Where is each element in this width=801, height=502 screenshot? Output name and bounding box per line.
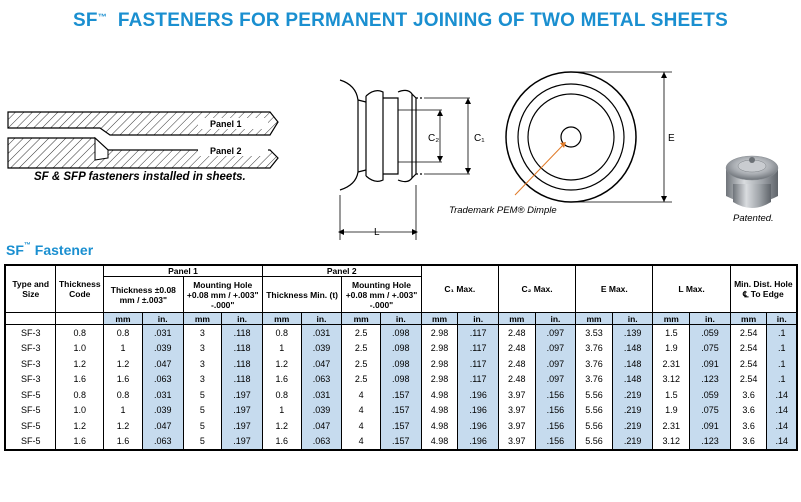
page-title: SF™ FASTENERS FOR PERMANENT JOINING OF TWO METAL SHEETS bbox=[73, 10, 728, 31]
unit-mm: mm bbox=[342, 313, 381, 325]
table-cell: 3.6 bbox=[730, 403, 767, 419]
table-cell: 5.56 bbox=[576, 434, 613, 451]
col-edge: Min. Dist. Hole ℄ To Edge bbox=[730, 265, 797, 313]
c1-label: C₁ bbox=[474, 133, 485, 144]
unit-mm: mm bbox=[183, 313, 222, 325]
table-cell: 5.56 bbox=[576, 387, 613, 403]
table-body bbox=[5, 325, 797, 451]
table-cell: .047 bbox=[142, 418, 183, 434]
unit-in: in. bbox=[458, 313, 499, 325]
patented-label: Patented. bbox=[733, 213, 774, 224]
table-cell: .039 bbox=[142, 403, 183, 419]
table-cell: .075 bbox=[690, 403, 731, 419]
table-cell: 1 bbox=[262, 341, 301, 357]
table-cell: .14 bbox=[767, 403, 797, 419]
panel2-label: Panel 2 bbox=[210, 146, 242, 156]
table-cell: .1 bbox=[767, 356, 797, 372]
table-cell: 3 bbox=[183, 372, 222, 388]
unit-mm: mm bbox=[104, 313, 143, 325]
table-row bbox=[5, 403, 797, 419]
table-cell: SF-5 bbox=[5, 403, 56, 419]
table-cell: .118 bbox=[222, 341, 263, 357]
table-cell: .219 bbox=[612, 387, 653, 403]
table-cell: 1.2 bbox=[104, 418, 143, 434]
unit-in: in. bbox=[767, 313, 797, 325]
table-cell: .118 bbox=[222, 325, 263, 341]
table-cell: .063 bbox=[142, 434, 183, 451]
table-cell: 4.98 bbox=[421, 418, 458, 434]
table-cell: .1 bbox=[767, 372, 797, 388]
table-cell: .197 bbox=[222, 418, 263, 434]
table-cell: 2.31 bbox=[653, 418, 690, 434]
unit-row bbox=[5, 313, 797, 325]
table-cell: 4.98 bbox=[421, 387, 458, 403]
table-cell: .156 bbox=[535, 403, 576, 419]
table-cell: .063 bbox=[142, 372, 183, 388]
table-cell: 1.2 bbox=[56, 356, 104, 372]
table-cell: 0.8 bbox=[56, 387, 104, 403]
table-cell: 2.48 bbox=[498, 356, 535, 372]
table-cell: 4 bbox=[342, 418, 381, 434]
table-cell: 1.6 bbox=[262, 434, 301, 451]
table-cell: .075 bbox=[690, 341, 731, 357]
table-cell: 5 bbox=[183, 418, 222, 434]
table-cell: 4 bbox=[342, 403, 381, 419]
table-cell: 3.6 bbox=[730, 434, 767, 451]
l-label: L bbox=[374, 227, 380, 238]
table-cell: .031 bbox=[301, 387, 342, 403]
table-cell: 4.98 bbox=[421, 434, 458, 451]
table-cell: .047 bbox=[301, 356, 342, 372]
section-title: SF™ Fastener bbox=[6, 242, 94, 258]
table-cell: SF-3 bbox=[5, 356, 56, 372]
table-cell: .197 bbox=[222, 403, 263, 419]
table-cell: 1.0 bbox=[56, 403, 104, 419]
fastener-side-view bbox=[338, 80, 471, 240]
table-cell: 3 bbox=[183, 325, 222, 341]
table-cell: 5.56 bbox=[576, 403, 613, 419]
table-cell: SF-3 bbox=[5, 372, 56, 388]
dimple-label: Trademark PEM® Dimple bbox=[449, 205, 557, 216]
table-cell: .039 bbox=[142, 341, 183, 357]
table-cell: 3.76 bbox=[576, 372, 613, 388]
panel2-header: Panel 2 bbox=[262, 265, 421, 277]
table-cell: 3.12 bbox=[653, 372, 690, 388]
table-cell: 3.97 bbox=[498, 387, 535, 403]
table-cell: .059 bbox=[690, 325, 731, 341]
table-cell: .14 bbox=[767, 434, 797, 451]
table-row bbox=[5, 372, 797, 388]
table-cell: .156 bbox=[535, 418, 576, 434]
table-cell: 1.2 bbox=[262, 418, 301, 434]
table-cell: 2.98 bbox=[421, 372, 458, 388]
table-cell: .059 bbox=[690, 387, 731, 403]
table-cell: .139 bbox=[612, 325, 653, 341]
table-cell: 2.98 bbox=[421, 356, 458, 372]
unit-in: in. bbox=[301, 313, 342, 325]
unit-in: in. bbox=[222, 313, 263, 325]
table-cell: 1.2 bbox=[56, 418, 104, 434]
table-cell: 0.8 bbox=[56, 325, 104, 341]
table-cell: 2.48 bbox=[498, 325, 535, 341]
table-cell: .097 bbox=[535, 372, 576, 388]
table-cell: 1.2 bbox=[104, 356, 143, 372]
fastener-photo bbox=[726, 156, 778, 208]
table-cell: 1.6 bbox=[104, 372, 143, 388]
table-cell: .118 bbox=[222, 356, 263, 372]
table-cell: .098 bbox=[380, 356, 421, 372]
table-cell: 1 bbox=[104, 403, 143, 419]
table-cell: .039 bbox=[301, 341, 342, 357]
table-cell: .091 bbox=[690, 356, 731, 372]
unit-mm: mm bbox=[730, 313, 767, 325]
table-cell: SF-3 bbox=[5, 341, 56, 357]
table-cell: 1.6 bbox=[104, 434, 143, 451]
table-cell: 0.8 bbox=[262, 387, 301, 403]
unit-blank bbox=[56, 313, 104, 325]
unit-mm: mm bbox=[576, 313, 613, 325]
unit-mm: mm bbox=[498, 313, 535, 325]
unit-mm: mm bbox=[262, 313, 301, 325]
table-cell: .196 bbox=[458, 403, 499, 419]
table-cell: .219 bbox=[612, 434, 653, 451]
table-cell: 1.5 bbox=[653, 387, 690, 403]
table-cell: 4 bbox=[342, 434, 381, 451]
table-cell: .148 bbox=[612, 356, 653, 372]
table-cell: .117 bbox=[458, 372, 499, 388]
table-cell: .157 bbox=[380, 387, 421, 403]
table-row bbox=[5, 325, 797, 341]
table-cell: 2.5 bbox=[342, 341, 381, 357]
table-cell: .098 bbox=[380, 325, 421, 341]
table-cell: .097 bbox=[535, 341, 576, 357]
fastener-spec-table bbox=[4, 264, 798, 451]
table-cell: 2.48 bbox=[498, 341, 535, 357]
table-cell: .156 bbox=[535, 434, 576, 451]
table-cell: .117 bbox=[458, 356, 499, 372]
table-cell: 4.98 bbox=[421, 403, 458, 419]
table-cell: .123 bbox=[690, 434, 731, 451]
table-cell: .148 bbox=[612, 341, 653, 357]
table-cell: .219 bbox=[612, 403, 653, 419]
table-cell: SF-5 bbox=[5, 418, 56, 434]
table-cell: .157 bbox=[380, 434, 421, 451]
table-cell: .063 bbox=[301, 434, 342, 451]
unit-blank bbox=[5, 313, 56, 325]
table-cell: .14 bbox=[767, 418, 797, 434]
table-cell: 5 bbox=[183, 403, 222, 419]
table-cell: 2.54 bbox=[730, 372, 767, 388]
table-cell: .031 bbox=[142, 387, 183, 403]
table-cell: 3.97 bbox=[498, 403, 535, 419]
table-cell: 1.9 bbox=[653, 403, 690, 419]
table-cell: .219 bbox=[612, 418, 653, 434]
p2-hole: Mounting Hole +0.08 mm / +.003" -.000" bbox=[342, 277, 421, 313]
table-cell: 1.5 bbox=[653, 325, 690, 341]
table-cell: 2.5 bbox=[342, 356, 381, 372]
table-cell: .118 bbox=[222, 372, 263, 388]
table-cell: 2.5 bbox=[342, 325, 381, 341]
panel1-label: Panel 1 bbox=[210, 119, 242, 129]
table-cell: .196 bbox=[458, 434, 499, 451]
table-cell: 3 bbox=[183, 341, 222, 357]
table-cell: .091 bbox=[690, 418, 731, 434]
table-cell: 0.8 bbox=[104, 387, 143, 403]
table-cell: 2.31 bbox=[653, 356, 690, 372]
table-cell: .031 bbox=[142, 325, 183, 341]
c2-label: C₂ bbox=[428, 133, 440, 144]
table-cell: 1.6 bbox=[262, 372, 301, 388]
unit-mm: mm bbox=[653, 313, 690, 325]
table-cell: .097 bbox=[535, 356, 576, 372]
table-cell: 2.54 bbox=[730, 341, 767, 357]
table-cell: 1.0 bbox=[56, 341, 104, 357]
table-cell: 2.48 bbox=[498, 372, 535, 388]
table-cell: 1 bbox=[262, 403, 301, 419]
table-row bbox=[5, 418, 797, 434]
unit-in: in. bbox=[142, 313, 183, 325]
col-c1: C₁ Max. bbox=[421, 265, 498, 313]
table-cell: 1.9 bbox=[653, 341, 690, 357]
p1-hole: Mounting Hole +0.08 mm / +.003" -.000" bbox=[183, 277, 262, 313]
e-label: E bbox=[668, 133, 675, 144]
table-cell: .148 bbox=[612, 372, 653, 388]
table-cell: 5 bbox=[183, 387, 222, 403]
table-cell: 2.5 bbox=[342, 372, 381, 388]
table-cell: SF-3 bbox=[5, 325, 56, 341]
table-cell: .1 bbox=[767, 341, 797, 357]
table-cell: 2.54 bbox=[730, 325, 767, 341]
table-cell: 2.98 bbox=[421, 325, 458, 341]
table-cell: .156 bbox=[535, 387, 576, 403]
table-cell: .039 bbox=[301, 403, 342, 419]
col-e: E Max. bbox=[576, 265, 653, 313]
table-cell: 3.53 bbox=[576, 325, 613, 341]
table-cell: 1.6 bbox=[56, 372, 104, 388]
col-type: Type and Size bbox=[5, 265, 56, 313]
table-cell: .196 bbox=[458, 387, 499, 403]
table-cell: 3.6 bbox=[730, 387, 767, 403]
table-cell: 4 bbox=[342, 387, 381, 403]
unit-in: in. bbox=[380, 313, 421, 325]
table-cell: .097 bbox=[535, 325, 576, 341]
table-cell: 0.8 bbox=[104, 325, 143, 341]
table-cell: .197 bbox=[222, 434, 263, 451]
table-cell: 3.6 bbox=[730, 418, 767, 434]
table-cell: .197 bbox=[222, 387, 263, 403]
table-cell: .14 bbox=[767, 387, 797, 403]
table-row bbox=[5, 341, 797, 357]
table-cell: .098 bbox=[380, 372, 421, 388]
table-cell: .117 bbox=[458, 325, 499, 341]
unit-in: in. bbox=[690, 313, 731, 325]
unit-mm: mm bbox=[421, 313, 458, 325]
table-cell: .031 bbox=[301, 325, 342, 341]
table-row bbox=[5, 356, 797, 372]
table-cell: .047 bbox=[142, 356, 183, 372]
table-cell: 2.98 bbox=[421, 341, 458, 357]
table-cell: .196 bbox=[458, 418, 499, 434]
table-cell: .117 bbox=[458, 341, 499, 357]
col-c2: C₂ Max. bbox=[498, 265, 575, 313]
table-cell: 3.12 bbox=[653, 434, 690, 451]
p2-thickness: Thickness Min. (t) bbox=[262, 277, 341, 313]
table-cell: 5 bbox=[183, 434, 222, 451]
col-thickness-code: Thickness Code bbox=[56, 265, 104, 313]
p1-thickness: Thickness ±0.08 mm / ±.003" bbox=[104, 277, 183, 313]
table-row bbox=[5, 387, 797, 403]
table-cell: 3.76 bbox=[576, 356, 613, 372]
table-cell: SF-5 bbox=[5, 434, 56, 451]
table-cell: .098 bbox=[380, 341, 421, 357]
table-cell: 3.97 bbox=[498, 418, 535, 434]
table-row bbox=[5, 434, 797, 451]
table-cell: .047 bbox=[301, 418, 342, 434]
table-cell: 3.97 bbox=[498, 434, 535, 451]
col-l: L Max. bbox=[653, 265, 730, 313]
table-cell: SF-5 bbox=[5, 387, 56, 403]
fastener-top-view bbox=[506, 72, 672, 202]
table-cell: 5.56 bbox=[576, 418, 613, 434]
table-cell: .063 bbox=[301, 372, 342, 388]
table-cell: .157 bbox=[380, 418, 421, 434]
unit-in: in. bbox=[535, 313, 576, 325]
table-cell: 1 bbox=[104, 341, 143, 357]
table-cell: 3 bbox=[183, 356, 222, 372]
install-caption: SF & SFP fasteners installed in sheets. bbox=[34, 171, 246, 183]
table-cell: 3.76 bbox=[576, 341, 613, 357]
table-cell: 0.8 bbox=[262, 325, 301, 341]
panel1-header: Panel 1 bbox=[104, 265, 263, 277]
unit-in: in. bbox=[612, 313, 653, 325]
table-cell: 2.54 bbox=[730, 356, 767, 372]
table-cell: 1.6 bbox=[56, 434, 104, 451]
table-cell: .123 bbox=[690, 372, 731, 388]
table-cell: 1.2 bbox=[262, 356, 301, 372]
table-cell: .1 bbox=[767, 325, 797, 341]
table-cell: .157 bbox=[380, 403, 421, 419]
